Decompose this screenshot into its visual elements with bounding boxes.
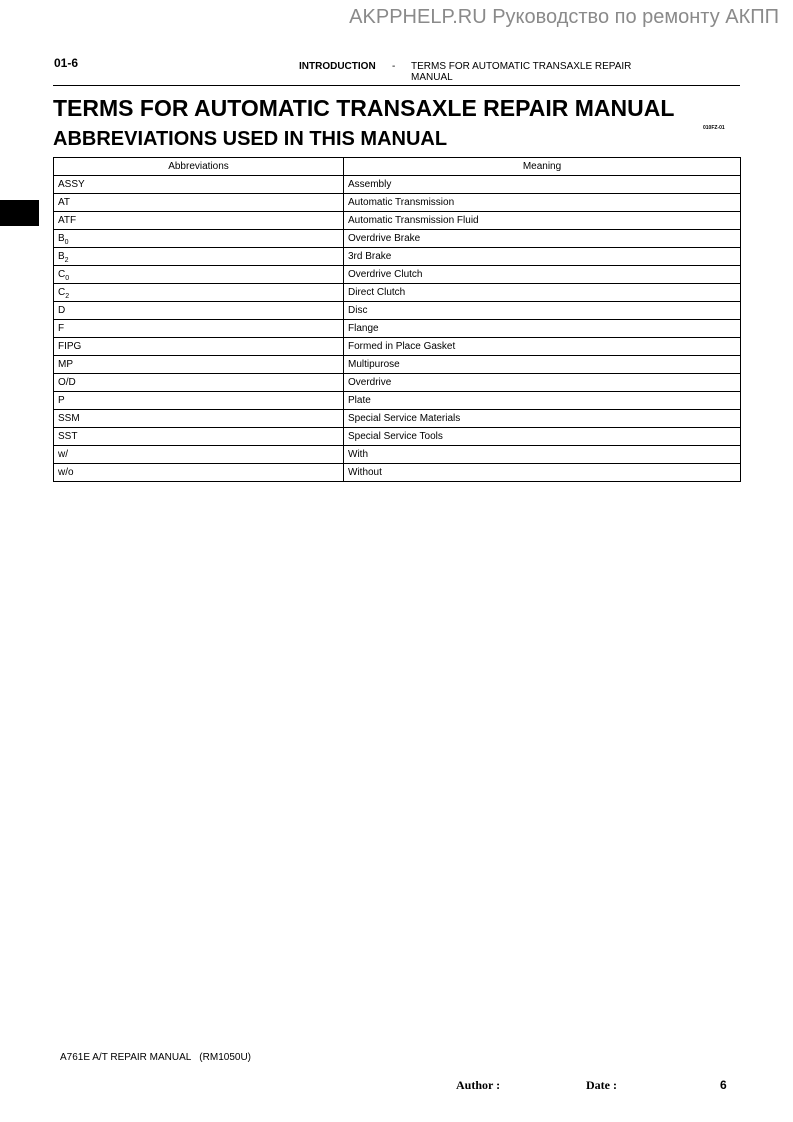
abbreviation-cell xyxy=(54,392,344,410)
table-row xyxy=(54,338,741,356)
abbreviation-text: C xyxy=(58,269,66,280)
meaning-cell: Special Service Tools xyxy=(344,428,741,446)
header-section: INTRODUCTION xyxy=(299,61,376,72)
meaning-cell: Automatic Transmission Fluid xyxy=(344,212,741,230)
meaning-cell: Plate xyxy=(344,392,741,410)
table-row xyxy=(54,284,741,302)
abbreviation-cell xyxy=(54,464,344,482)
abbreviation-subscript: 0 xyxy=(65,275,70,282)
table-row xyxy=(54,302,741,320)
abbreviation-text: D xyxy=(58,305,66,316)
table-header-row xyxy=(54,158,741,176)
abbreviation-text: B xyxy=(58,251,65,262)
abbreviation-text: FIPG xyxy=(58,341,82,352)
abbreviation-text: SSM xyxy=(58,413,80,424)
page-title: TERMS FOR AUTOMATIC TRANSAXLE REPAIR MANUAL xyxy=(53,95,675,121)
meaning-cell: Multipurose xyxy=(344,356,741,374)
abbreviation-cell xyxy=(54,248,344,266)
abbreviation-cell xyxy=(54,176,344,194)
table-row xyxy=(54,266,741,284)
meaning-cell: Overdrive Clutch xyxy=(344,266,741,284)
abbreviation-cell xyxy=(54,446,344,464)
section-tab-marker xyxy=(0,200,39,226)
abbreviation-subscript: 0 xyxy=(64,239,69,246)
abbreviation-text: w/ xyxy=(58,449,68,460)
abbreviation-cell xyxy=(54,302,344,320)
abbreviation-text: AT xyxy=(58,197,71,208)
footer-author-label: Author : xyxy=(456,1078,501,1092)
table-row xyxy=(54,392,741,410)
table-row xyxy=(54,320,741,338)
abbreviation-cell xyxy=(54,284,344,302)
abbreviation-cell xyxy=(54,338,344,356)
table-row xyxy=(54,194,741,212)
meaning-cell: With xyxy=(344,446,741,464)
footer-manual-name: A761E A/T REPAIR MANUAL (RM1050U) xyxy=(60,1052,251,1063)
abbreviation-subscript: 2 xyxy=(64,257,69,264)
abbreviation-cell xyxy=(54,374,344,392)
abbreviation-text: ATF xyxy=(58,215,77,226)
meaning-cell: Formed in Place Gasket xyxy=(344,338,741,356)
table-row xyxy=(54,212,741,230)
abbreviation-text: SST xyxy=(58,431,78,442)
meaning-cell: Overdrive Brake xyxy=(344,230,741,248)
column-header-abbreviations: Abbreviations xyxy=(54,158,344,176)
table-row xyxy=(54,464,741,482)
footer-date-label: Date : xyxy=(586,1078,617,1092)
table-row xyxy=(54,176,741,194)
abbreviation-text: ASSY xyxy=(58,179,85,190)
header-title: TERMS FOR AUTOMATIC TRANSAXLE REPAIR MANUAL xyxy=(411,61,632,83)
abbreviations-table xyxy=(53,157,741,482)
abbreviation-cell xyxy=(54,230,344,248)
abbreviation-text: P xyxy=(58,395,65,406)
abbreviation-text: F xyxy=(58,323,65,334)
table-row xyxy=(54,374,741,392)
table-row xyxy=(54,446,741,464)
abbreviation-text: w/o xyxy=(58,467,74,478)
table-row xyxy=(54,356,741,374)
meaning-cell: 3rd Brake xyxy=(344,248,741,266)
watermark-text: AKPPHELP.RU Руководство по ремонту АКПП xyxy=(349,6,779,28)
abbreviation-cell xyxy=(54,320,344,338)
table-body xyxy=(54,176,741,482)
meaning-cell: Special Service Materials xyxy=(344,410,741,428)
abbreviation-cell xyxy=(54,194,344,212)
abbreviation-cell xyxy=(54,410,344,428)
table-row xyxy=(54,428,741,446)
abbreviation-cell xyxy=(54,212,344,230)
header-separator: - xyxy=(392,61,396,72)
abbreviation-text: C xyxy=(58,287,66,298)
abbreviation-cell xyxy=(54,428,344,446)
meaning-cell: Disc xyxy=(344,302,741,320)
abbreviation-text: MP xyxy=(58,359,73,370)
abbreviation-cell xyxy=(54,266,344,284)
header-divider xyxy=(53,85,740,86)
footer-page-number: 6 xyxy=(720,1078,727,1092)
document-code: 010FZ-01 xyxy=(703,125,725,131)
table-row xyxy=(54,248,741,266)
page-number: 01-6 xyxy=(54,56,79,70)
meaning-cell: Direct Clutch xyxy=(344,284,741,302)
meaning-cell: Flange xyxy=(344,320,741,338)
meaning-cell: Automatic Transmission xyxy=(344,194,741,212)
section-heading: ABBREVIATIONS USED IN THIS MANUAL xyxy=(53,128,448,150)
table-row xyxy=(54,230,741,248)
meaning-cell: Assembly xyxy=(344,176,741,194)
abbreviation-text: O/D xyxy=(58,377,76,388)
meaning-cell: Overdrive xyxy=(344,374,741,392)
meaning-cell: Without xyxy=(344,464,741,482)
abbreviation-subscript: 2 xyxy=(65,293,70,300)
column-header-meaning: Meaning xyxy=(344,158,741,176)
abbreviation-cell xyxy=(54,356,344,374)
table-row xyxy=(54,410,741,428)
abbreviation-text: B xyxy=(58,233,65,244)
